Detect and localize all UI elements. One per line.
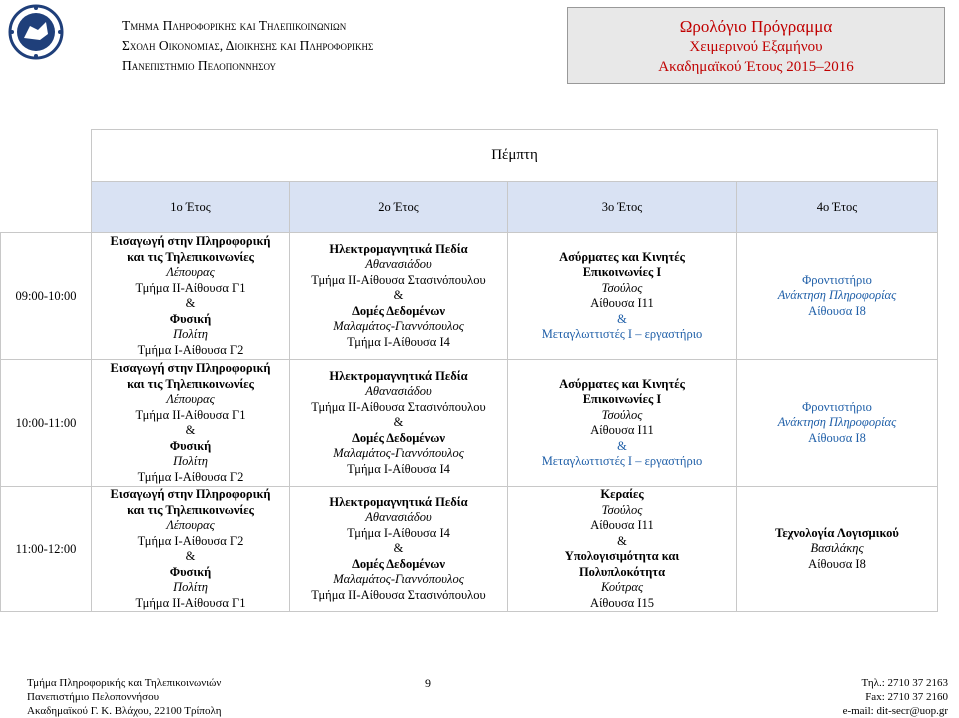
ampersand-separator: & [185, 296, 196, 310]
room-label: Αίθουσα Ι11 [590, 423, 654, 437]
schedule-cell [508, 233, 737, 360]
schedule-row [1, 487, 938, 612]
footer-contact [843, 676, 948, 718]
course-title: Πολυπλοκότητα [578, 564, 666, 579]
schedule-row [1, 360, 938, 487]
instructor-name: Μαλαμάτος-Γιαννόπουλος [333, 572, 464, 587]
time-slot-label: 10:00-11:00 [1, 360, 92, 487]
academic-year-label: Ακαδημαϊκού Έτους 2015–2016 [658, 59, 854, 75]
page-number: 9 [425, 676, 431, 690]
lab-note: & [617, 438, 627, 453]
instructor-name: Αθανασιάδου [365, 384, 432, 399]
schedule-title: Ωρολόγιο Πρόγραμμα [679, 17, 833, 36]
tutorial-label: Φροντιστήριο [802, 399, 872, 414]
schedule-table [0, 129, 938, 612]
schedule-cell [737, 487, 938, 612]
department-name: Τμημα Πληροφορικης και Τηλεπικοινωνιων [122, 18, 347, 33]
course-title: Τεχνολογία Λογισμικού [775, 525, 899, 540]
course-title: Δομές Δεδομένων [352, 556, 445, 571]
course-title: Ασύρματες και Κινητές [559, 376, 685, 391]
room-label: Τμήμα ΙΙ-Αίθουσα Γ1 [135, 595, 246, 610]
lab-note: Μεταγλωττιστές Ι – εργαστήριο [541, 454, 703, 468]
course-title: και τις Τηλεπικοινωνίες [127, 249, 254, 264]
ampersand-separator: & [185, 423, 196, 437]
time-slot-label: 11:00-12:00 [1, 487, 92, 612]
instructor-name: Αθανασιάδου [365, 510, 432, 525]
instructor-name: Μαλαμάτος-Γιαννόπουλος [333, 319, 464, 334]
footer-phone: Τηλ.: 2710 37 2163 [861, 677, 948, 689]
course-title: Δομές Δεδομένων [352, 303, 445, 318]
department-header [122, 16, 373, 76]
schedule-cell [290, 360, 508, 487]
instructor-name: Τσούλος [601, 280, 643, 295]
room-label: Αίθουσα Ι15 [590, 595, 654, 610]
footer-address [27, 676, 221, 718]
footer-fax: Fax: 2710 37 2160 [865, 691, 948, 703]
instructor-name: Τσούλος [601, 502, 643, 517]
schedule-cell [508, 360, 737, 487]
tutorial-label: Φροντιστήριο [802, 272, 872, 287]
course-title: Φυσική [169, 311, 212, 326]
room-label: Αίθουσα Ι11 [590, 518, 654, 532]
schedule-cell [92, 360, 290, 487]
room-label: Τμήμα Ι-Αίθουσα Γ2 [137, 469, 244, 484]
schedule-cell [737, 360, 938, 487]
room-label: Τμήμα Ι-Αίθουσα Ι4 [347, 525, 450, 540]
instructor-name: Πολίτη [173, 580, 208, 594]
room-label: Τμήμα Ι-Αίθουσα Ι4 [347, 334, 450, 349]
instructor-name: Κούτρας [600, 580, 644, 594]
tutorial-label: Αίθουσα Ι8 [808, 430, 866, 445]
course-title: Υπολογισιμότητα και [564, 549, 680, 563]
instructor-name: Τσούλος [601, 407, 643, 422]
course-title: Επικοινωνίες Ι [582, 392, 662, 406]
instructor-name: Λέπουρας [166, 392, 215, 406]
ampersand-separator: & [393, 415, 404, 430]
schedule-cell [508, 487, 737, 612]
instructor-name: Αθανασιάδου [365, 257, 432, 272]
tutorial-label: Αίθουσα Ι8 [808, 303, 866, 318]
course-title: Κεραίες [600, 487, 644, 501]
course-title: και τις Τηλεπικοινωνίες [127, 502, 254, 517]
room-label: Τμήμα ΙΙ-Αίθουσα Γ1 [135, 407, 246, 422]
room-label: Αίθουσα Ι8 [808, 556, 866, 571]
schedule-cell [92, 233, 290, 360]
year-header-4: 4ο Έτος [737, 182, 938, 233]
university-logo [8, 4, 64, 60]
instructor-name: Λέπουρας [166, 518, 215, 532]
course-title: Εισαγωγή στην Πληροφορική [110, 234, 271, 248]
course-title: Ηλεκτρομαγνητικά Πεδία [329, 241, 468, 256]
room-label: Τμήμα ΙΙ-Αίθουσα Στασινόπουλου [311, 272, 486, 287]
instructor-name: Λέπουρας [166, 265, 215, 279]
course-title: Ασύρματες και Κινητές [559, 249, 685, 264]
ampersand-separator: & [185, 549, 196, 563]
course-title: Ηλεκτρομαγνητικά Πεδία [329, 494, 468, 509]
schedule-cell [290, 487, 508, 612]
ampersand-separator: & [393, 288, 404, 303]
footer-email: e-mail: dit-secr@uop.gr [842, 705, 948, 717]
room-label: Τμήμα Ι-Αίθουσα Γ2 [137, 342, 244, 357]
schedule-title-box [567, 7, 945, 84]
instructor-name: Μαλαμάτος-Γιαννόπουλος [333, 446, 464, 461]
room-label: Τμήμα ΙΙ-Αίθουσα Στασινόπουλου [311, 399, 486, 414]
instructor-name: Πολίτη [173, 454, 208, 468]
tutorial-course: Ανάκτηση Πληροφορίας [777, 288, 897, 303]
course-title: Φυσική [169, 438, 212, 453]
year-header-1: 1ο Έτος [92, 182, 290, 233]
room-label: Τμήμα Ι-Αίθουσα Γ2 [137, 533, 244, 548]
course-title: Εισαγωγή στην Πληροφορική [110, 487, 271, 501]
tutorial-course: Ανάκτηση Πληροφορίας [777, 415, 897, 430]
semester-label: Χειμερινού Εξαμήνου [689, 39, 823, 55]
course-title: και τις Τηλεπικοινωνίες [127, 376, 254, 391]
room-label: Τμήμα ΙΙ-Αίθουσα Στασινόπουλου [311, 587, 486, 602]
lab-note: & [617, 311, 627, 326]
schedule-row [1, 233, 938, 360]
schedule-cell [92, 487, 290, 612]
room-label: Τμήμα ΙΙ-Αίθουσα Γ1 [135, 280, 246, 295]
ampersand-separator: & [393, 541, 404, 556]
lab-note: Μεταγλωττιστές Ι – εργαστήριο [541, 327, 703, 341]
instructor-name: Βασιλάκης [810, 541, 864, 556]
schedule-cell [737, 233, 938, 360]
schedule-cell [290, 233, 508, 360]
footer-university: Πανεπιστήμιο Πελοποννήσου [27, 691, 160, 703]
time-slot-label: 09:00-10:00 [1, 233, 92, 360]
ampersand-separator: & [617, 533, 627, 548]
school-name: Σχολη Οικονομιας, Διοικησης και Πληροφορικης [122, 38, 374, 53]
footer-street: Ακαδημαϊκού Γ. Κ. Βλάχου, 22100 Τρίπολη [27, 705, 222, 717]
footer-department: Τμήμα Πληροφορικής και Τηλεπικοινωνιών [27, 677, 222, 689]
year-header-3: 3ο Έτος [508, 182, 737, 233]
year-header-2: 2ο Έτος [290, 182, 508, 233]
university-name: Πανεπιστημιο Πελοποννησου [122, 58, 277, 73]
course-title: Εισαγωγή στην Πληροφορική [110, 361, 271, 375]
instructor-name: Πολίτη [173, 327, 208, 341]
day-header: Πέμπτη [92, 130, 938, 182]
course-title: Ηλεκτρομαγνητικά Πεδία [329, 368, 468, 383]
room-label: Αίθουσα Ι11 [590, 296, 654, 310]
course-title: Δομές Δεδομένων [352, 430, 445, 445]
course-title: Επικοινωνίες Ι [582, 265, 662, 279]
room-label: Τμήμα Ι-Αίθουσα Ι4 [347, 461, 450, 476]
course-title: Φυσική [169, 564, 212, 579]
